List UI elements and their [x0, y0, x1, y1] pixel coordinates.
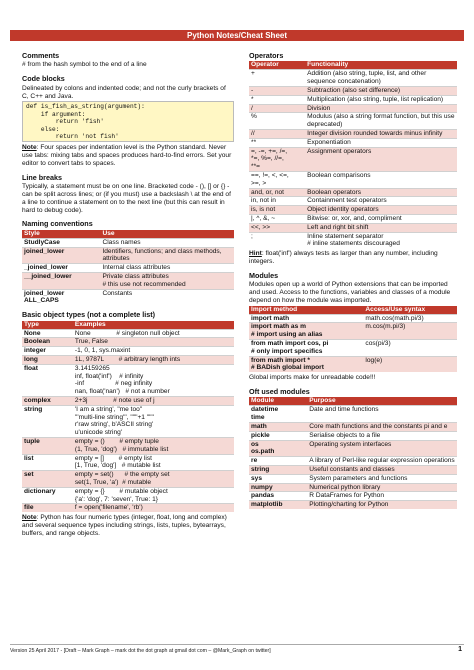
cell: Numerical python library: [307, 483, 457, 492]
cell: set: [22, 471, 73, 488]
cell: joined_lower ALL_CAPS: [22, 289, 100, 305]
cell: Multiplication (also string, tuple, list replication): [305, 95, 457, 104]
cell: __joined_lower: [22, 272, 100, 289]
table-row: [22, 471, 234, 488]
cell: 1L, 9787L # arbitrary length ints: [73, 356, 234, 365]
col-header: Access/Use syntax: [363, 306, 457, 315]
table-row: [249, 483, 457, 492]
page-title: Python Notes/Cheat Sheet: [10, 30, 464, 41]
cell: Core math functions and the constants pi and e: [307, 422, 457, 431]
table-row: [249, 406, 457, 423]
code-line: return 'fish': [26, 118, 104, 126]
cell: from math import cos, pi # only import specifics: [249, 339, 363, 356]
cell: import math: [249, 314, 363, 323]
table-row: [249, 138, 457, 147]
table-row: [22, 487, 234, 504]
cell: ;: [249, 232, 305, 248]
right-column: [249, 52, 457, 511]
table-row: [249, 474, 457, 483]
types-table: [22, 321, 234, 513]
code-line: return 'not fish': [26, 133, 119, 141]
cell: -: [249, 87, 305, 96]
cell: True, False: [73, 338, 234, 347]
cell: 'I am a string', "me too" '''multi-line string''', """+1 """ r'raw string', b'ASCII string' u'unicode string': [73, 405, 234, 437]
table-row: [22, 397, 234, 406]
table-row: [22, 364, 234, 396]
cell: Boolean: [22, 338, 73, 347]
cell: Division: [305, 104, 457, 113]
cell: dictionary: [22, 487, 73, 504]
footer-text: Version 25 April 2017 - [Draft – Mark Graph – mark dot the dot graph at gmail dot com – @Mark_Graph on twitter]: [10, 648, 271, 654]
cell: sys: [249, 474, 307, 483]
hint-text: : float('inf') always tests as larger than any number, including integers.: [249, 250, 438, 265]
cell: re: [249, 457, 307, 466]
naming-heading: Naming conventions: [22, 219, 93, 229]
cell: Class names: [100, 238, 234, 247]
table-row: [22, 347, 234, 356]
cell: empty = {} # mutable object {'a': 'dog', 7: 'seven', True: 1}: [73, 487, 234, 504]
table-row: [249, 440, 457, 457]
cell: //: [249, 130, 305, 139]
cell: +: [249, 70, 305, 87]
types-heading: Basic object types (not a complete list): [22, 310, 156, 320]
cell: Operating system interfaces: [307, 440, 457, 457]
cell: os os.path: [249, 440, 307, 457]
table-row: [22, 289, 234, 305]
table-row: [249, 188, 457, 197]
note-text: : Four spaces per indentation level is the Python standard. Never use tabs: mixing tabs and spaces produces hard-to-find errors. Set your editor to convert tabs to spaces.: [22, 144, 232, 167]
col-header: Operator: [249, 61, 305, 70]
cell: 2+3j # note use of j: [73, 397, 234, 406]
cell: Constants: [100, 289, 234, 305]
col-header: Use: [100, 230, 234, 239]
cell: matplotlib: [249, 501, 307, 509]
col-header: Style: [22, 230, 100, 239]
table-row: [22, 356, 234, 365]
hint-label: Hint: [249, 250, 262, 258]
cell: log(e): [363, 356, 457, 372]
col-header: Type: [22, 321, 73, 330]
table-row: [249, 323, 457, 340]
table-row: [249, 172, 457, 189]
cell: -1, 0, 1, sys.maxint: [73, 347, 234, 356]
cell: tuple: [22, 438, 73, 455]
line-breaks-heading: Line breaks: [22, 172, 62, 182]
table-row: [249, 113, 457, 130]
cell: A library of Perl-like regular expression operations: [307, 457, 457, 466]
code-line: def is_fish_as_string(argument):: [26, 103, 145, 111]
comments-heading: Comments: [22, 51, 60, 60]
table-row: [22, 329, 234, 338]
table-row: [249, 130, 457, 139]
table-row: [22, 247, 234, 264]
table-row: [249, 457, 457, 466]
comments-text: # from the hash symbol to the end of a line: [22, 61, 147, 69]
cell: None: [22, 329, 73, 338]
cell: empty = () # empty tuple (1, True, 'dog') # immutable list: [73, 438, 234, 455]
cell: /: [249, 104, 305, 113]
code-line: if argument:: [26, 110, 86, 118]
table-row: [249, 104, 457, 113]
hint: [249, 250, 457, 266]
cell: in, not in: [249, 197, 305, 206]
naming-table: [22, 230, 234, 305]
table-row: [249, 223, 457, 232]
operators-table: [249, 61, 457, 248]
cell: Plotting/charting for Python: [307, 501, 457, 509]
cell: long: [22, 356, 73, 365]
cell: empty = [] # empty list [1, True, 'dog'] # mutable list: [73, 454, 234, 471]
cell: Modulus (also a string format function, but this use deprecated): [305, 113, 457, 130]
cell: Addition (also string, tuple, list, and other sequence concatenation): [305, 70, 457, 87]
table-row: [249, 215, 457, 224]
cell: Private class attributes # this use not recommended: [100, 272, 234, 289]
cell: System parameters and functions: [307, 474, 457, 483]
cell: Serialise objects to a file: [307, 431, 457, 440]
table-row: [22, 238, 234, 247]
oft-modules-table: [249, 397, 457, 509]
col-header: Functionality: [305, 61, 457, 70]
cell: Identifiers, functions; and class methods, attributes: [100, 247, 234, 264]
table-row: [249, 431, 457, 440]
table-row: [22, 272, 234, 289]
table-row: [249, 422, 457, 431]
cell: |, ^, &, ~: [249, 215, 305, 224]
cell: math: [249, 422, 307, 431]
cell: empty = set() # the empty set set(1, True, 'a') # mutable: [73, 471, 234, 488]
cell: is, is not: [249, 206, 305, 215]
cell: m.cos(m.pi/3): [363, 323, 457, 340]
table-row: [22, 438, 234, 455]
table-row: [22, 264, 234, 273]
cell: *: [249, 95, 305, 104]
cell: Integer division rounded towards minus infinity: [305, 130, 457, 139]
col-header: Module: [249, 397, 307, 406]
code-example: [22, 101, 234, 142]
col-header: Examples: [73, 321, 234, 330]
cell: Left and right bit shift: [305, 223, 457, 232]
left-column: [22, 52, 234, 538]
cell: ==, !=, <, <=, >=, >: [249, 172, 305, 189]
cell: file: [22, 504, 73, 512]
modules-heading: Modules: [249, 270, 279, 280]
code-line: else:: [26, 125, 60, 133]
cell: pandas: [249, 492, 307, 501]
note-text: : Python has four numeric types (integer, float, long and complex) and several sequence types including strings, lists, tuples, bytearrays, buffers, and range objects.: [22, 514, 227, 537]
table-row: [249, 147, 457, 171]
table-row: [249, 87, 457, 96]
cell: pickle: [249, 431, 307, 440]
cell: list: [22, 454, 73, 471]
cell: string: [22, 405, 73, 437]
cell: =, -=, +=, /=, *=, %=, //=, **=: [249, 147, 305, 171]
import-note: Global imports make for unreadable code!!!: [249, 374, 376, 382]
page-number: 1: [458, 646, 462, 653]
code-blocks-heading: Code blocks: [22, 74, 65, 84]
footer-divider: [10, 644, 464, 645]
cell: %: [249, 113, 305, 130]
cell: Containment test operators: [305, 197, 457, 206]
table-row: [22, 338, 234, 347]
table-row: [249, 232, 457, 248]
cell: from math import * # BADish global import: [249, 356, 363, 372]
cell: Boolean comparisons: [305, 172, 457, 189]
numeric-note: [22, 514, 234, 537]
oft-modules-heading: Oft used modules: [249, 386, 310, 396]
cell: <<, >>: [249, 223, 305, 232]
table-row: [249, 95, 457, 104]
table-row: [249, 339, 457, 356]
table-row: [249, 206, 457, 215]
cell: cos(pi/3): [363, 339, 457, 356]
cell: StudlyCase: [22, 238, 100, 247]
cell: Inline statement separator # inline statements discouraged: [305, 232, 457, 248]
cell: Exponentiation: [305, 138, 457, 147]
table-row: [22, 454, 234, 471]
table-row: [249, 501, 457, 509]
cell: f = open('filename', 'rb'): [73, 504, 234, 512]
cell: string: [249, 465, 307, 474]
cell: Bitwise: or, xor, and, compliment: [305, 215, 457, 224]
cell: None # singleton null object: [73, 329, 234, 338]
cell: Subtraction (also set difference): [305, 87, 457, 96]
col-header: Import method: [249, 306, 363, 315]
cell: Internal class attributes: [100, 264, 234, 273]
note-label: Note: [22, 144, 37, 152]
cell: Useful constants and classes: [307, 465, 457, 474]
table-row: [249, 356, 457, 372]
modules-text: Modules open up a world of Python extensions that can be imported and used. Access to the functions, variables and classes of a module depend on how the module was imported.: [249, 281, 451, 304]
cell: integer: [22, 347, 73, 356]
note-label: Note: [22, 514, 37, 522]
cell: Boolean operators: [305, 188, 457, 197]
import-table: [249, 306, 457, 373]
cell: Object identity operators: [305, 206, 457, 215]
table-row: [249, 314, 457, 323]
cell: numpy: [249, 483, 307, 492]
line-breaks-text: Typically, a statement must be on one line. Bracketed code - (), [] or {} - can be split across lines; or (if you must) use a backslash \ at the end of a line to continue a statement on to the next line (but this can result in hard to debug code).: [22, 183, 231, 214]
table-row: [22, 405, 234, 437]
table-row: [249, 197, 457, 206]
cell: Date and time functions: [307, 406, 457, 423]
cell: import math as m # import using an alias: [249, 323, 363, 340]
cell: datetime time: [249, 406, 307, 423]
cell: complex: [22, 397, 73, 406]
cell: float: [22, 364, 73, 396]
cell: _joined_lower: [22, 264, 100, 273]
cell: math.cos(math.pi/3): [363, 314, 457, 323]
cell: 3.14159265 inf, float('inf') # infinity -inf # neg infinity nan, float('nan') # not a number: [73, 364, 234, 396]
table-row: [249, 70, 457, 87]
cell: joined_lower: [22, 247, 100, 264]
cell: R DataFrames for Python: [307, 492, 457, 501]
cell: and, or, not: [249, 188, 305, 197]
table-row: [249, 492, 457, 501]
cell: Assignment operators: [305, 147, 457, 171]
table-row: [249, 465, 457, 474]
col-header: Purpose: [307, 397, 457, 406]
table-row: [22, 504, 234, 512]
code-blocks-text: Delineated by colons and indented code; and not the curly brackets of C, C++ and Java.: [22, 84, 226, 100]
indent-note: [22, 144, 234, 167]
operators-heading: Operators: [249, 51, 284, 60]
cell: **: [249, 138, 305, 147]
